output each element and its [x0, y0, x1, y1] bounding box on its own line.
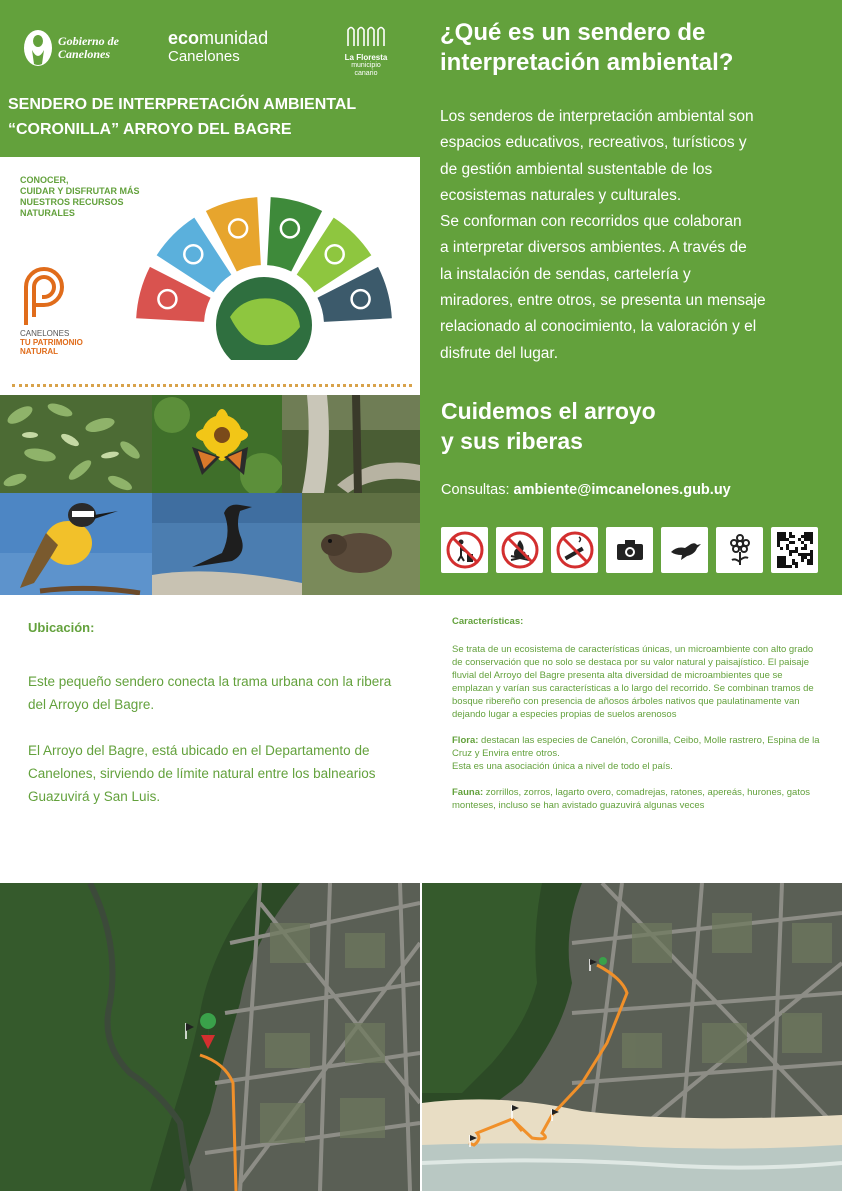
consultas-line [441, 482, 731, 498]
body-line: relacionado al conocimiento, la valoración y el [440, 318, 757, 336]
body-line: Se conforman con recorridos que colaboran [440, 213, 742, 231]
tagline-line3: NUESTROS RECURSOS [20, 197, 124, 207]
infographic-card [0, 157, 420, 395]
brand-line2: TU PATRIMONIO [20, 338, 83, 347]
ubicacion-paragraph-2: El Arroyo del Bagre, está ubicado en el Departamento de Canelones, sirviendo de límite natural entre los balnearios Guazuvirá y San Luis. [28, 743, 376, 804]
dotted-divider [12, 384, 412, 387]
flora-text-2: Esta es una asociación única a nivel de todo el país. [452, 761, 673, 772]
camera-icon [606, 527, 653, 573]
map-right [422, 883, 842, 1191]
brand-line3: NATURAL [20, 347, 59, 356]
tagline-line4: NATURALES [20, 208, 75, 218]
brand-line1: CANELONES [20, 329, 70, 338]
tagline-line2: CUIDAR Y DISFRUTAR MÁS [20, 186, 140, 196]
question-title [440, 18, 820, 78]
floresta-line2: municipio [351, 62, 381, 69]
floresta-emblem-icon [344, 24, 388, 48]
trail-title-line2: “CORONILLA” ARROYO DEL BAGRE [8, 121, 292, 138]
question-line1: ¿Qué es un sendero de [440, 19, 706, 46]
tagline-line1: CONOCER, [20, 175, 69, 185]
body-line: ecosistemas naturales y culturales. [440, 186, 682, 204]
top-panel [0, 0, 842, 595]
gobierno-line1: Gobierno de [58, 34, 119, 48]
fauna-paragraph [452, 786, 824, 812]
flora-label: Flora: [452, 735, 479, 746]
flora-text: destacan las especies de Canelón, Coronilla, Ceibo, Molle rastrero, Espina de la Cruz y Envira entre otros. [452, 735, 820, 759]
body-line: a interpretar diversos ambientes. A través de [440, 239, 747, 257]
no-smoking-icon [551, 527, 598, 573]
photo-grid [0, 395, 420, 595]
body-line: la instalación de sendas, cartelería y [440, 265, 691, 283]
photo-cormorant [152, 493, 302, 595]
flora-paragraph [452, 734, 824, 773]
cuidemos-line2: y sus riberas [441, 428, 583, 454]
body-line: disfrute del lugar. [440, 344, 559, 362]
question-line2: interpretación ambiental? [440, 49, 734, 76]
floresta-logo [340, 24, 392, 78]
cuidemos-line1: Cuidemos el arroyo [441, 398, 656, 424]
ubicacion-paragraph-1: Este pequeño sendero conecta la trama urbana con la ribera del Arroyo del Bagre. [28, 674, 392, 712]
fauna-label: Fauna: [452, 787, 484, 798]
body-line: Los senderos de interpretación ambiental son [440, 108, 754, 125]
flower-icon [716, 527, 763, 573]
gobierno-emblem-icon [22, 28, 54, 68]
map-left [0, 883, 420, 1191]
body-line: de gestión ambiental sustentable de los [440, 160, 713, 178]
patrimonio-text [20, 329, 83, 356]
ecomunidad-bold: eco [168, 28, 200, 48]
photo-tree-trunk [282, 395, 420, 493]
trail-title [8, 92, 418, 142]
no-littering-icon [441, 527, 488, 573]
photo-kiskadee-bird [0, 493, 152, 595]
bird-icon [661, 527, 708, 573]
trail-title-line1: SENDERO DE INTERPRETACIÓN AMBIENTAL [8, 96, 357, 113]
gobierno-logo [22, 28, 119, 68]
floresta-line1: La Floresta [344, 53, 388, 62]
consultas-label: Consultas: [441, 482, 510, 498]
pictogram-row [441, 527, 818, 573]
body-line: espacios educativos, recreativos, turísticos y [440, 134, 747, 152]
caracteristicas-title: Características: [452, 616, 524, 627]
ecomunidad-sub: Canelones [168, 48, 240, 65]
fauna-text: zorrillos, zorros, lagarto overo, comadrejas, ratones, apereás, hurones, gatos monteses, incluso se han avistado guazuvirá algunas veces [452, 787, 810, 811]
ecomunidad-logo [168, 28, 268, 66]
ecomunidad-rest: munidad [199, 28, 269, 48]
gobierno-line2: Canelones [58, 47, 111, 61]
patrimonio-logo-icon [20, 263, 70, 327]
body-line: miradores, entre otros, se presenta un mensaje [440, 292, 766, 310]
photo-leaves [0, 395, 152, 493]
logos-row [0, 0, 420, 90]
question-body [440, 104, 825, 367]
floresta-line3: canario [354, 70, 378, 77]
no-fire-icon [496, 527, 543, 573]
ubicacion-title: Ubicación: [28, 620, 95, 635]
qr-code-icon[interactable] [771, 527, 818, 573]
cuidemos-heading [441, 396, 821, 456]
resources-fan-diagram [128, 175, 400, 360]
photo-rodent [302, 493, 420, 595]
caracteristicas-paragraph: Se trata de un ecosistema de características únicas, un microambiente con alto grado de conservación que no solo se destaca por su valor natural y paisajístico. El paisaje fluvial del Arroyo del Bagre presenta alta diversidad de microambientes que se emplazan y varían sus características a lo largo del recorrido. Se combinan tramos de bosque ribereño con presencia de añosos árboles nativos que paulatinamente van dejando lugar a especies propias de suelos arenosos [452, 644, 814, 720]
caracteristicas-body [452, 643, 824, 825]
photo-butterfly [152, 395, 282, 493]
consultas-email-link[interactable]: ambiente@imcanelones.gub.uy [513, 482, 731, 498]
